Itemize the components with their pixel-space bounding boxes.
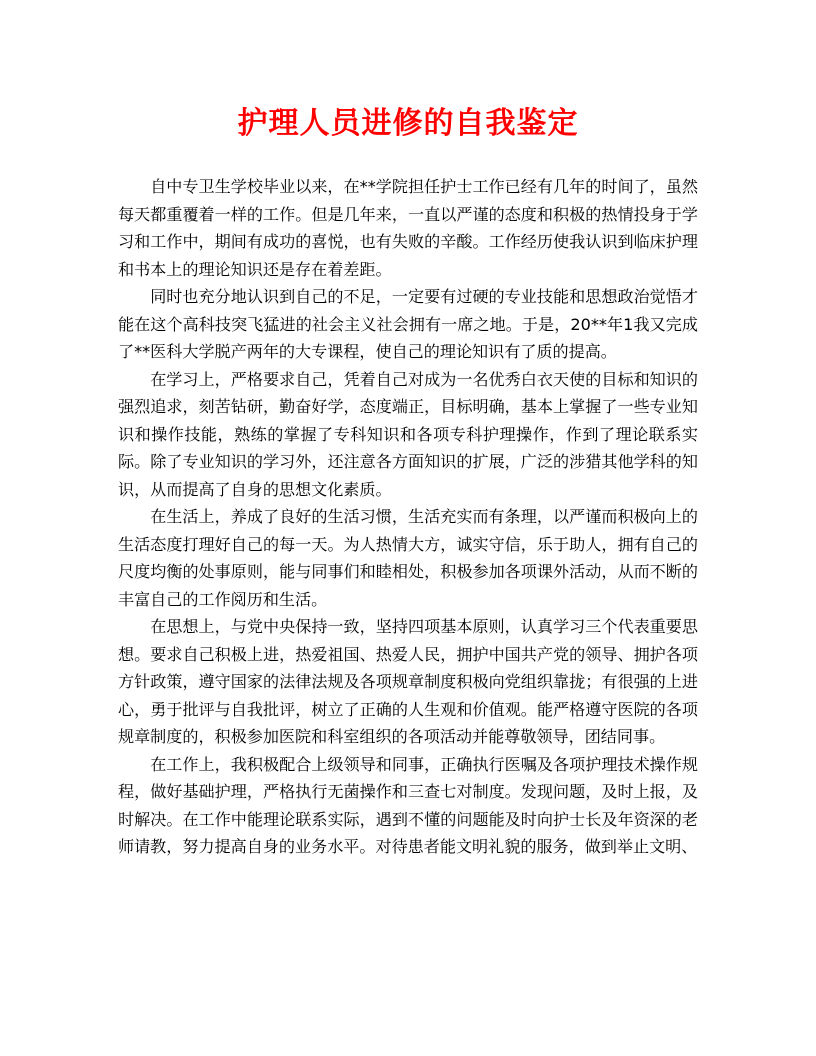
document-body: [118, 173, 698, 861]
paragraph-study: 在学习上，严格要求自己，凭着自己对成为一名优秀白衣天使的目标和知识的强烈追求，刻苦钻研，勤奋好学，态度端正，目标明确，基本上掌握了一些专业知识和操作技能，熟练的掌握了专科知识和各项专科护理操作，作到了理论联系实际。除了专业知识的学习外，还注意各方面知识的扩展，广泛的涉猎其他学科的知识，从而提高了自身的思想文化素质。: [118, 369, 698, 499]
document-title: 护理人员进修的自我鉴定: [237, 106, 579, 141]
paragraph-ideology: 在思想上，与党中央保持一致，坚持四项基本原则，认真学习三个代表重要思想。要求自己积极上进，热爱祖国、热爱人民，拥护中国共产党的领导、拥护各项方针政策，遵守国家的法律法规及各项规章制度积极向党组织靠拢；有很强的上进心，勇于批评与自我批评，树立了正确的人生观和价值观。能严格遵守医院的各项规章制度的，积极参加医院和科室组织的各项活动并能尊敬领导，团结同事。: [118, 617, 698, 746]
paragraph-work: 在工作上，我积极配合上级领导和同事，正确执行医嘱及各项护理技术操作规程，做好基础护理，严格执行无菌操作和三查七对制度。发现问题，及时上报，及时解决。在工作中能理论联系实际，遇到不懂的问题能及时向护士长及年资深的老师请教，努力提高自身的业务水平。对待患者能文明礼貌的服务，做到举止文明、: [118, 754, 698, 856]
paragraph-life: 在生活上，养成了良好的生活习惯，生活充实而有条理，以严谨而积极向上的生活态度打理好自己的每一天。为人热情大方，诚实守信，乐于助人，拥有自己的尺度均衡的处事原则，能与同事们和睦相处，积极参加各项课外活动，从而不断的丰富自己的工作阅历和生活。: [118, 507, 698, 609]
paragraph-further-study: 同时也充分地认识到自己的不足，一定要有过硬的专业技能和思想政治觉悟才能在这个高科技突飞猛进的社会主义社会拥有一席之地。于是，20**年1我又完成了**医科大学脱产两年的大专课程，使自己的理论知识有了质的提高。: [118, 287, 698, 361]
paragraph-graduation: 自中专卫生学校毕业以来，在**学院担任护士工作已经有几年的时间了，虽然每天都重覆着一样的工作。但是几年来，一直以严谨的态度和积极的热情投身于学习和工作中，期间有成功的喜悦，也有失败的辛酸。工作经历使我认识到临床护理和书本上的理论知识还是存在着差距。: [118, 177, 698, 279]
